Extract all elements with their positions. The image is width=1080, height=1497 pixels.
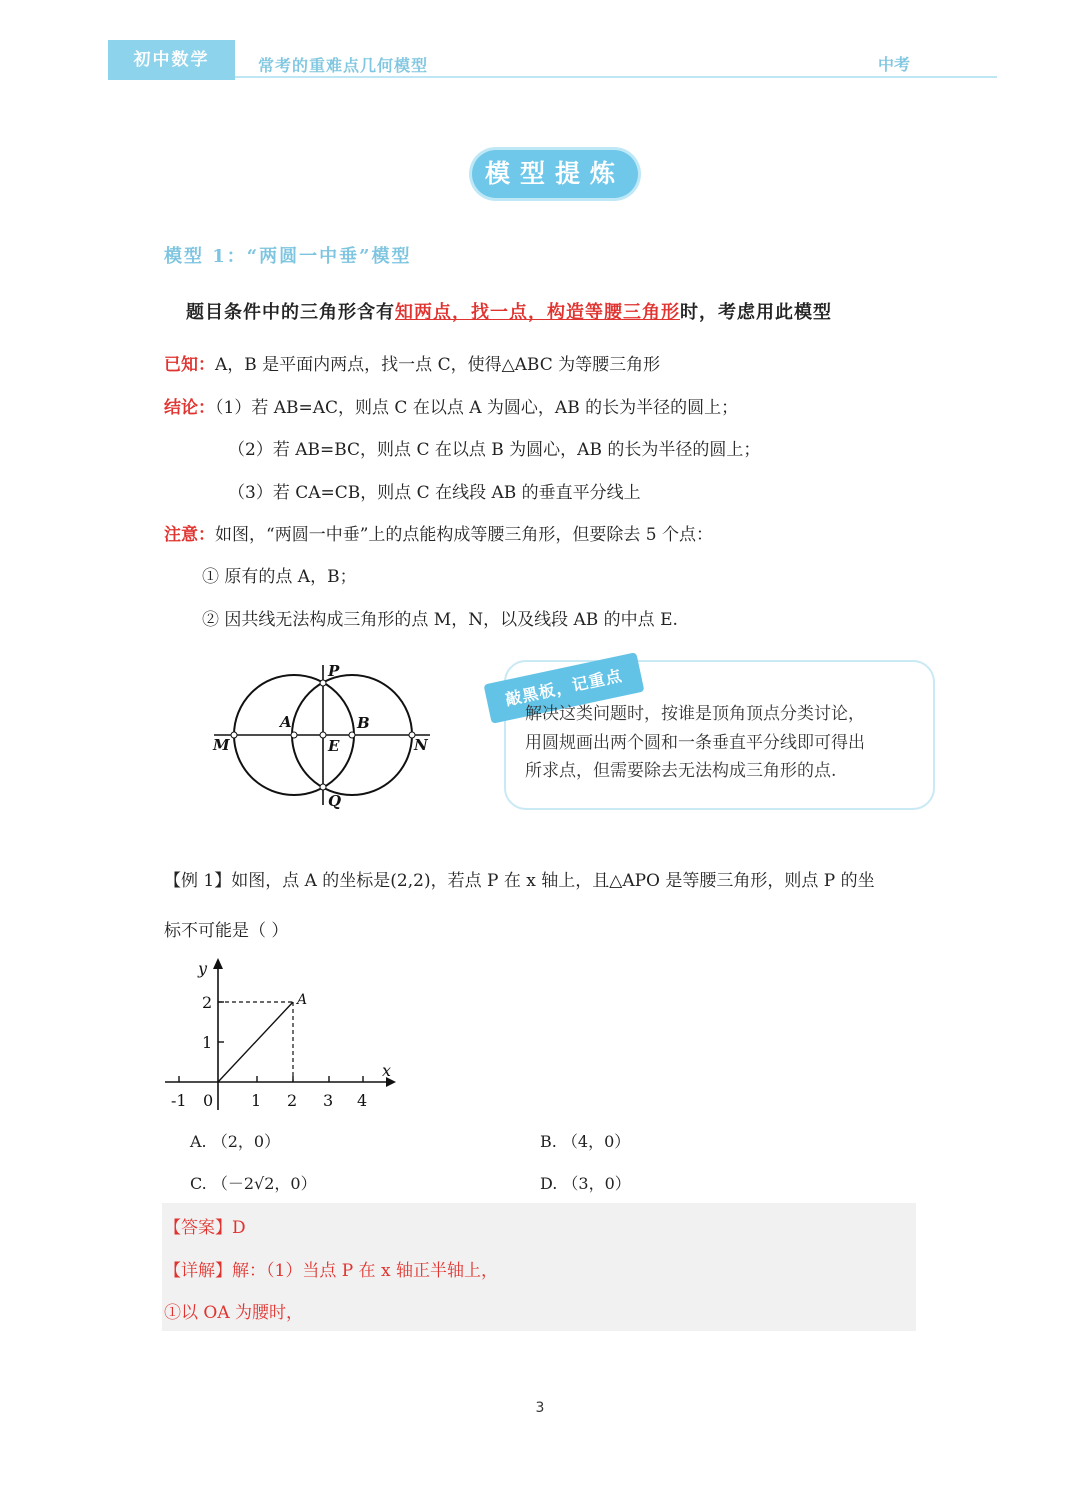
segment-oa [218,1002,293,1082]
known-text: A，B 是平面内两点，找一点 C，使得△ABC 为等腰三角形 [215,355,661,375]
solution-line: ①以 OA 为腰时， [164,1303,304,1323]
y-tick-label: 2 [202,993,213,1012]
x-tick-label: -1 [171,1091,187,1110]
option-d: D. （3，0） [540,1174,631,1193]
condition-prefix: 题目条件中的三角形含有 [186,302,395,323]
x-tick-label: 0 [203,1091,214,1110]
example-line-2: 标不可能是（ ） [164,921,289,941]
label-a: A [280,713,292,731]
y-tick-label: 1 [202,1033,213,1052]
card-line: 解决这类问题时，按谁是顶角顶点分类讨论， [525,704,865,724]
label-p: P [328,662,340,680]
label-e: E [328,737,340,755]
point-q [320,784,326,790]
point-p [320,680,326,686]
conclusion-label: 结论： [164,398,215,418]
label-q: Q [328,792,342,810]
header-divider [235,76,997,78]
x-label: x [382,1061,392,1080]
condition-line [186,298,832,324]
y-axis-arrow [213,958,223,969]
label-n: N [414,736,428,754]
note-item: ② 因共线无法构成三角形的点 M，N，以及线段 AB 的中点 E. [202,610,678,630]
two-circles-figure [200,655,440,815]
point-a [291,732,297,738]
conclusion-item: （1）若 AB=AC，则点 C 在以点 A 为圆心，AB 的长为半径的圆上； [215,398,739,418]
label-b: B [357,714,370,732]
x-tick-label: 1 [251,1091,262,1110]
x-tick-label: 2 [287,1091,298,1110]
known-label: 已知： [164,355,215,375]
example-line-1: 【例 1】如图，点 A 的坐标是(2,2)，若点 P 在 x 轴上，且△APO 是等腰三角形，则点 P 的坐 [164,871,875,891]
condition-suffix: 时，考虑用此模型 [680,302,832,323]
note-label: 注意： [164,525,215,545]
x-tick-label: 3 [323,1091,334,1110]
label-m: M [213,736,230,754]
key-point-text [525,700,925,786]
option-a: A. （2，0） [190,1132,281,1151]
y-label: y [198,959,208,978]
key-point-sticker: 敲黑板，记重点 [484,652,645,724]
answer-line: 【答案】D [164,1218,246,1238]
header-title: 常考的重难点几何模型 [258,56,429,75]
page-number: 3 [535,1400,545,1416]
conclusion-item: （2）若 AB=BC，则点 C 在以点 B 为圆心，AB 的长为半径的圆上； [228,440,761,460]
condition-highlight: 知两点，找一点，构造等腰三角形 [395,302,680,323]
header-tab: 初中数学 [108,40,235,80]
section-badge: 模型提炼 [472,150,638,198]
conclusion-item: （3）若 CA=CB，则点 C 在线段 AB 的垂直平分线上 [228,483,641,503]
known-line [164,350,660,375]
card-line: 所求点，但需要除去无法构成三角形的点. [525,761,837,781]
option-c: C. （－2√2，0） [190,1174,317,1193]
point-b [349,732,355,738]
coordinate-figure [160,950,410,1115]
note-item: ① 原有的点 A，B； [202,567,357,587]
note-text: 如图，“两圆一中垂”上的点能构成等腰三角形，但要除去 5 个点： [215,525,714,545]
solution-line: 【详解】解：（1）当点 P 在 x 轴正半轴上， [164,1261,498,1281]
header-right-label: 中考 [878,55,911,74]
option-b: B. （4，0） [540,1132,631,1151]
card-line: 用圆规画出两个圆和一条垂直平分线即可得出 [525,732,865,753]
x-tick-label: 4 [357,1091,368,1110]
model-heading: 模型 1：“两圆一中垂”模型 [164,246,412,267]
note-line [164,520,713,545]
point-a-label: A [297,992,308,1008]
conclusion-line-1 [164,393,738,418]
point-m [231,732,237,738]
point-e [320,732,326,738]
